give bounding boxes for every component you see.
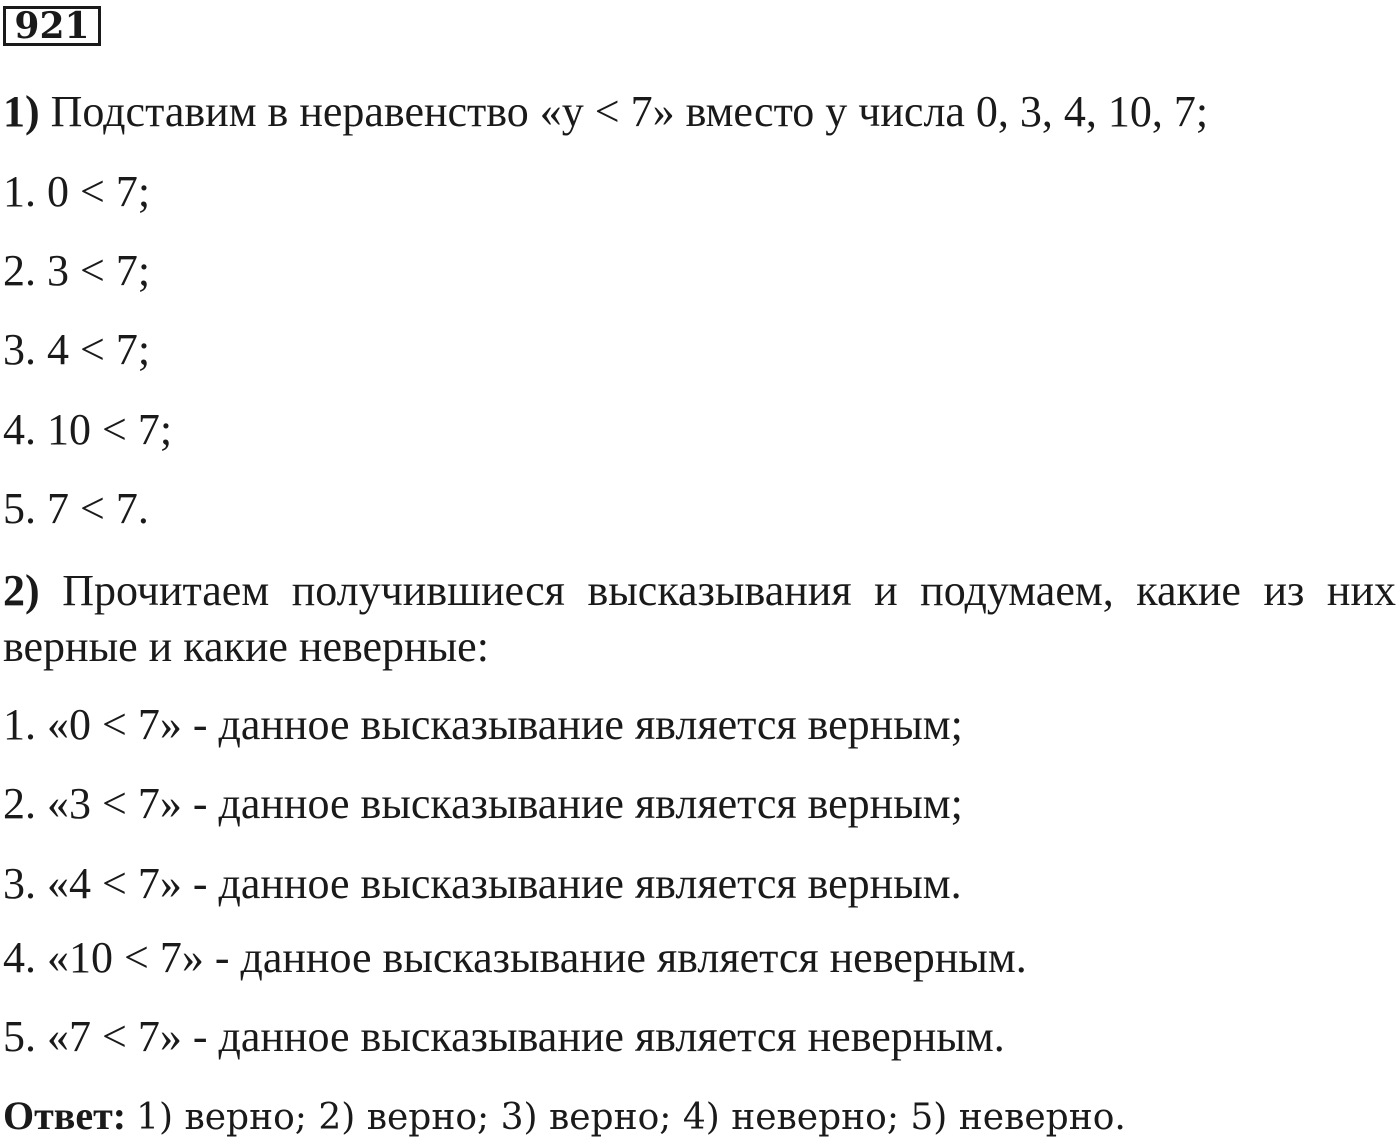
- part1-item-3: 3. 4 < 7;: [3, 325, 151, 374]
- part2-intro: [3, 563, 1396, 675]
- task-number-box: 921: [3, 6, 101, 46]
- part1-item-2: 2. 3 < 7;: [3, 246, 151, 295]
- answer-label: Ответ:: [3, 1093, 127, 1138]
- answer-line: [3, 1090, 1126, 1144]
- answer-text: 1) верно; 2) верно; 3) верно; 4) неверно; 5) неверно.: [136, 1097, 1126, 1138]
- part2-item-4: 4. «10 < 7» - данное высказывание является неверным.: [3, 933, 1027, 982]
- part1-text: Подставим в неравенство «y < 7» вместо y числа 0, 3, 4, 10, 7;: [50, 87, 1209, 136]
- part2-item-5: 5. «7 < 7» - данное высказывание является неверным.: [3, 1012, 1005, 1061]
- part1-intro: [3, 86, 1208, 138]
- part1-label: 1): [3, 87, 40, 136]
- part1-item-5: 5. 7 < 7.: [3, 484, 149, 533]
- part1-item-1: 1. 0 < 7;: [3, 167, 151, 216]
- part2-item-2: 2. «3 < 7» - данное высказывание является верным;: [3, 779, 963, 828]
- part1-item-4: 4. 10 < 7;: [3, 405, 173, 454]
- part2-item-1: 1. «0 < 7» - данное высказывание является верным;: [3, 700, 963, 749]
- part2-item-3: 3. «4 < 7» - данное высказывание является верным.: [3, 859, 962, 908]
- part2-text: Прочитаем получившиеся высказывания и подумаем, какие из них верные и какие неверные:: [3, 566, 1397, 671]
- part2-label: 2): [3, 566, 40, 615]
